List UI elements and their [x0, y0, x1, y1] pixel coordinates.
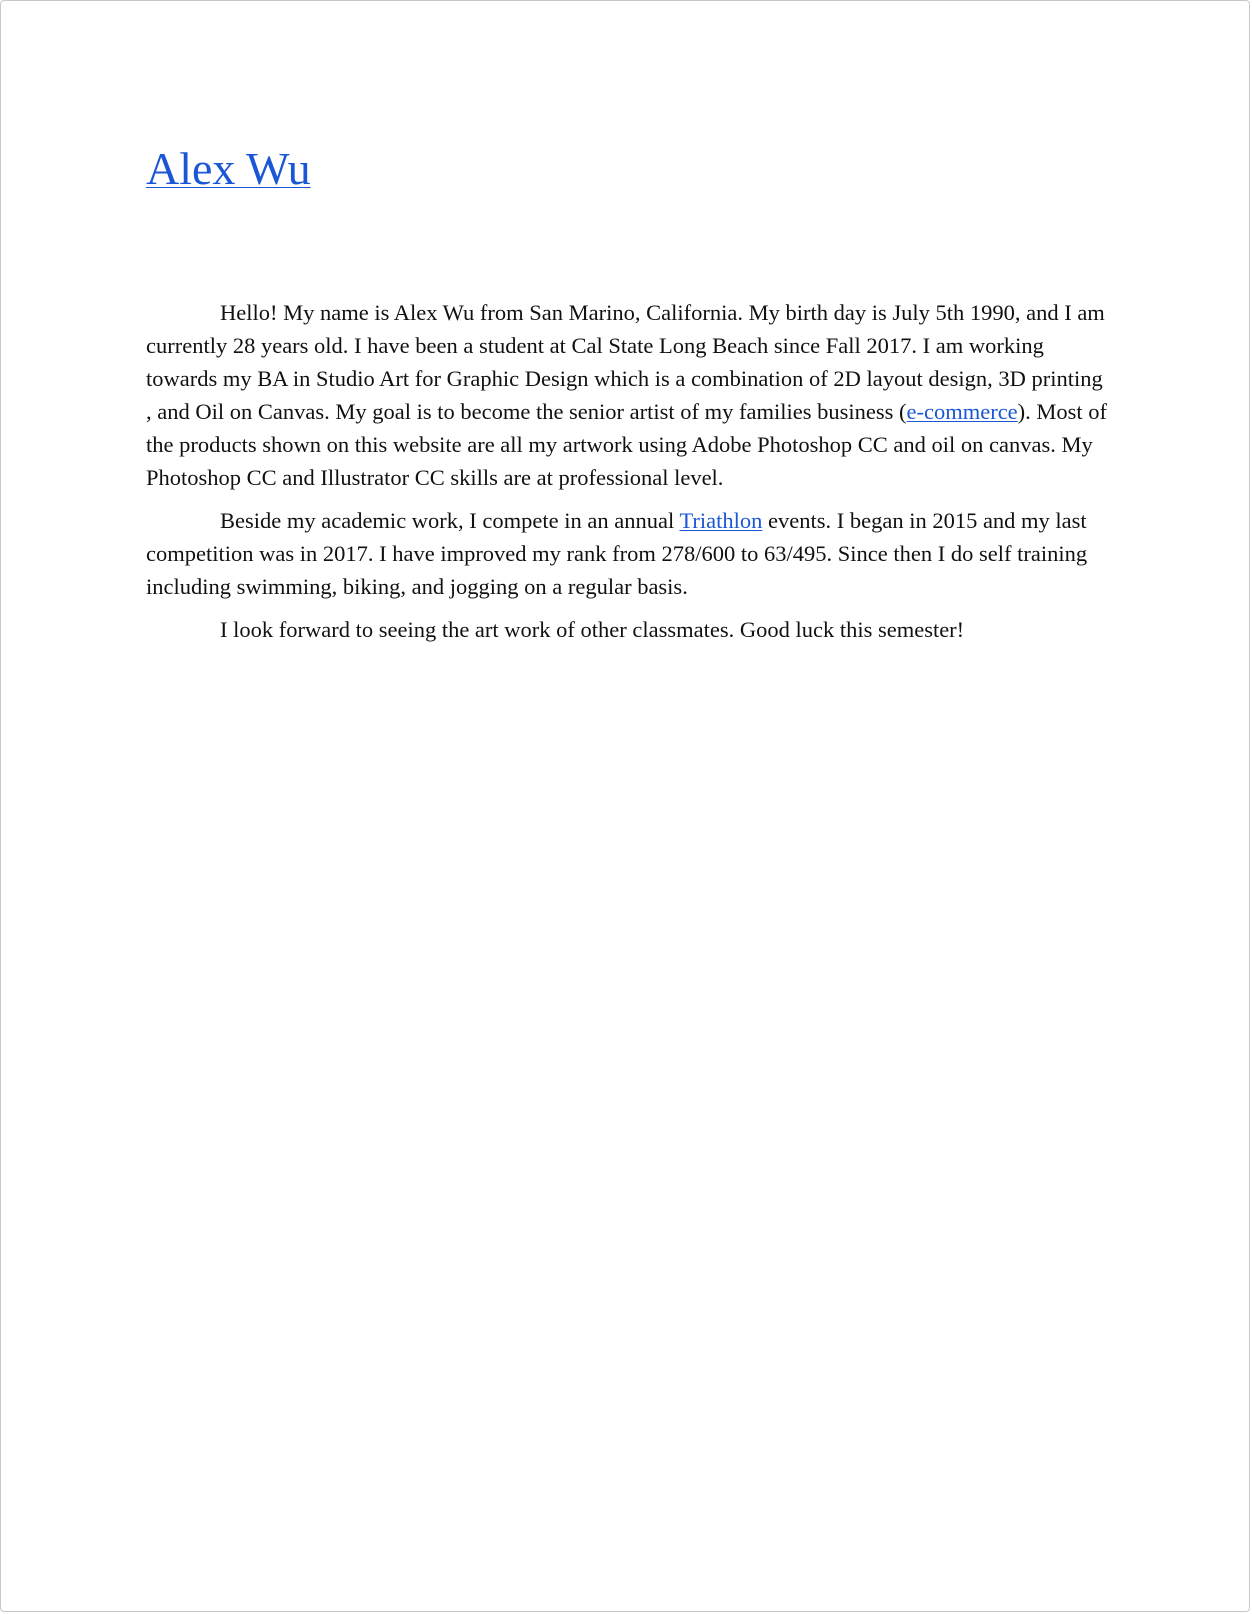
paragraph-intro — [146, 296, 1111, 494]
paragraph-triathlon — [146, 504, 1111, 603]
paragraph-intro-text-start: Hello! My name is Alex Wu from San Marino, California. My birth day is July 5th 1990, and I am currently 28 years old. I have been a student at Cal State Long Beach since Fall 2017. I am working towards my BA in Studio Art for Graphic Design which is a combination of 2D layout design, 3D printing , and Oil on Canvas. My goal is to become the senior artist of my families business ( — [146, 300, 1105, 425]
paragraph-closing — [146, 613, 1111, 646]
triathlon-link[interactable]: Triathlon — [679, 508, 763, 534]
paragraph-intro-text-end: ). Most of the products shown on this website are all my artwork using Adobe Photoshop CC and oil on canvas. My Photoshop CC and Illustrator CC skills are at professional level. — [146, 399, 1108, 491]
paragraph-triathlon-text-start: Beside my academic work, I compete in an annual — [220, 508, 680, 534]
page-title — [146, 141, 1111, 196]
paragraph-closing-text: I look forward to seeing the art work of other classmates. Good luck this semester! — [220, 617, 965, 643]
title-link[interactable]: Alex Wu — [146, 143, 311, 194]
document-body — [146, 296, 1111, 646]
document-content — [146, 141, 1111, 656]
ecommerce-link[interactable]: e-commerce — [906, 399, 1018, 425]
paragraph-triathlon-text-end: events. I began in 2015 and my last competition was in 2017. I have improved my rank from 278/600 to 63/495. Since then I do self training including swimming, biking, and jogging on a regular basis. — [146, 508, 1088, 600]
